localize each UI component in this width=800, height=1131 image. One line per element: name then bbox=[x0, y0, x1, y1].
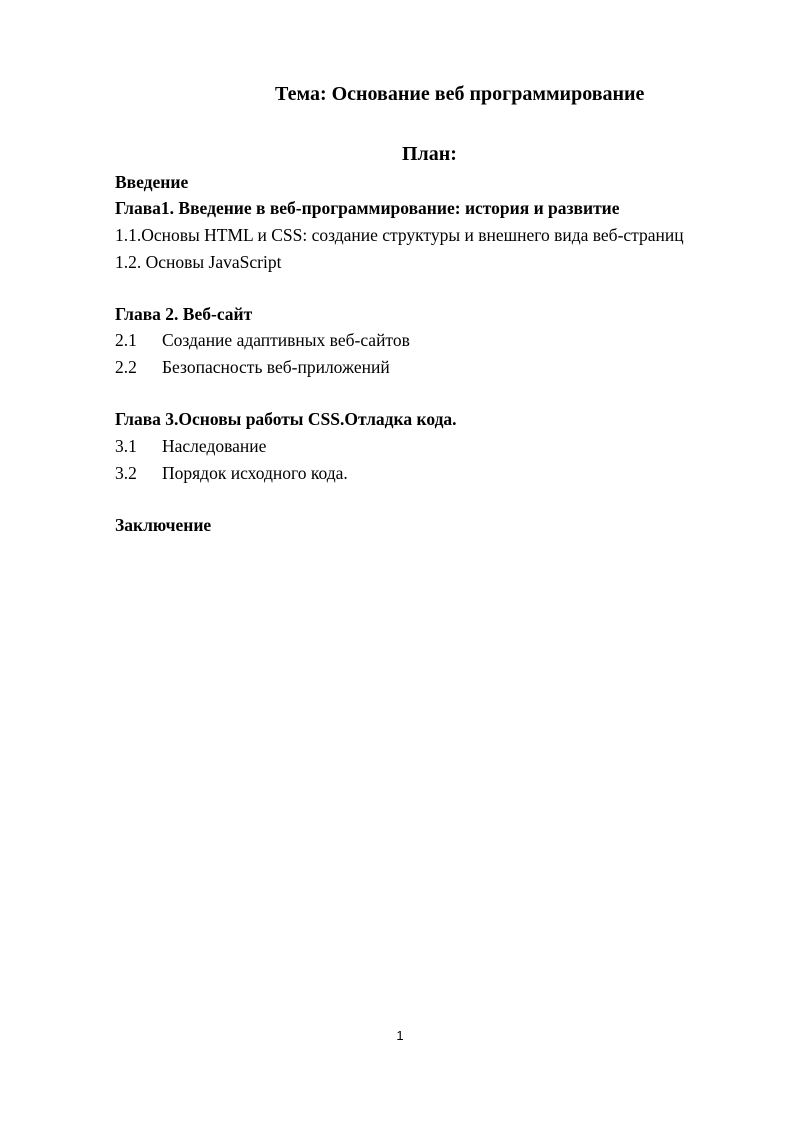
chapter1-item-2: 1.2. Основы JavaScript bbox=[115, 252, 282, 272]
chapter3-item-2-number: 3.2 bbox=[115, 463, 137, 483]
chapter2-item-2-number: 2.2 bbox=[115, 357, 137, 377]
chapter3-item-2 bbox=[115, 462, 348, 484]
chapter3-item-1-number: 3.1 bbox=[115, 436, 137, 456]
conclusion-heading: Заключение bbox=[115, 515, 212, 535]
chapter2-item-1 bbox=[115, 329, 410, 351]
chapter2-title: Глава 2. Веб-сайт bbox=[115, 304, 253, 324]
introduction-heading: Введение bbox=[115, 172, 189, 192]
plan-heading: План: bbox=[402, 143, 457, 165]
chapter2-item-1-text: Создание адаптивных веб-сайтов bbox=[162, 330, 410, 350]
document-title: Тема: Основание веб программирование bbox=[275, 83, 645, 105]
chapter3-title: Глава 3.Основы работы CSS.Отладка кода. bbox=[115, 409, 457, 429]
chapter2-item-2-text: Безопасность веб-приложений bbox=[162, 357, 390, 377]
chapter1-item-1: 1.1.Основы HTML и CSS: создание структуры и внешнего вида веб-страниц bbox=[115, 225, 684, 245]
chapter2-item-1-number: 2.1 bbox=[115, 330, 137, 350]
chapter3-item-2-text: Порядок исходного кода. bbox=[162, 463, 348, 483]
chapter1-title: Глава1. Введение в веб-программирование: история и развитие bbox=[115, 198, 620, 218]
chapter3-item-1 bbox=[115, 435, 266, 457]
chapter2-item-2 bbox=[115, 356, 390, 378]
chapter3-item-1-text: Наследование bbox=[162, 436, 267, 456]
page-number: 1 bbox=[396, 1028, 404, 1043]
